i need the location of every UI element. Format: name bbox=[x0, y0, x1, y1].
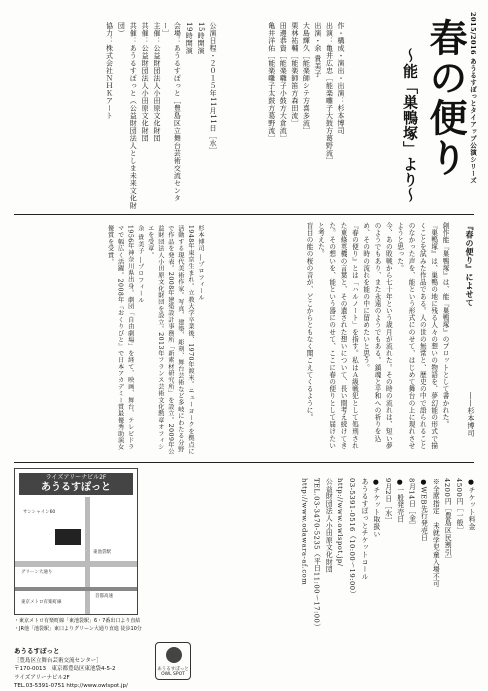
access-map bbox=[14, 468, 138, 615]
credit-line: 亀井洋佑［能楽囃子太鼓方葛野流］ bbox=[267, 22, 276, 142]
ticket-note: ※全席指定 未就学児童入場不可 bbox=[431, 478, 440, 588]
event-time: 15時開演 bbox=[197, 22, 206, 55]
co-host: 共催：公益財団法人小田原文化財団 bbox=[141, 22, 150, 142]
credits bbox=[265, 22, 346, 207]
credit-line: 作・構成・演出・出演：杉本博司 bbox=[337, 22, 345, 135]
logo-sub: OWL SPOT bbox=[161, 672, 185, 678]
access-line: ・JR他「池袋駅」東口よりグリーン大通り直進 徒歩10分 bbox=[14, 625, 142, 632]
intro-body bbox=[210, 222, 450, 454]
credit-line: 大島輝久［能楽師シテ方喜多流］ bbox=[302, 22, 311, 135]
ticket-heading: ●チケット料金 bbox=[467, 478, 475, 531]
map-label: 東京メトロ有楽町線 bbox=[21, 600, 62, 605]
host: 主催：公益財団法人小田原文化財団 bbox=[153, 22, 161, 142]
profile-name: 杉本博司 ―プロフィール bbox=[197, 225, 204, 302]
profile-bio: 1948年東京生まれ。立教大学卒業後、1970年渡米。ニューヨークを拠点に活動する現代美術作家。写真、建築、彫刻、舞台芸術など多岐にわたる分野で作品を発表。2008年建築設計事務所「新素材研究所」を設立。2009年公益財団法人小田原文化財団を設立。2013年フランス芸術文化勲章オフィシエを受章。 bbox=[146, 225, 194, 455]
profile-name: 余 貴美子 ―プロフィール bbox=[136, 225, 144, 304]
intro-paragraph: 『巣鴨塚』は、巣鴨の地に残る人々の想いの物語を、夢幻能の形式で描くことを試みた作品である。人の世の無常と、歴史の中で語られることのなかった声を、能という形式にのせて、はじめて舞台の上に現れさせようと思った。 bbox=[395, 222, 438, 450]
contact-name: あうるすぽっとチケットコール bbox=[359, 478, 368, 581]
contact-heading: ●チケット取扱い bbox=[371, 478, 380, 538]
page-title: 春の便り bbox=[423, 18, 468, 178]
profiles bbox=[55, 225, 205, 457]
credit-line: 出演・余 貴美子 bbox=[313, 22, 322, 78]
venue-building: ライズアリーナビル2F bbox=[14, 674, 70, 681]
owl-icon bbox=[166, 647, 182, 663]
odawara-web-link[interactable]: http://www.odawara-af.com bbox=[300, 478, 309, 586]
venue-name: あうるすぽっと bbox=[14, 647, 60, 655]
venue-address: 〒170-0013 東京都豊島区東池袋4-5-2 bbox=[14, 666, 116, 673]
divider bbox=[14, 462, 474, 463]
map-label: 東池袋駅 bbox=[93, 550, 111, 555]
credit-line: 栗林祐輔［能楽師笛方森田流］ bbox=[290, 22, 299, 127]
event-date: 公演日程・２０１５年11月11日［水］ bbox=[209, 22, 217, 155]
venue-contact bbox=[14, 646, 149, 691]
map-road bbox=[15, 561, 137, 567]
general-sale-heading: ●一般発売日 bbox=[395, 478, 404, 523]
map-label: 首都高速 bbox=[95, 594, 113, 599]
event-time: 19時開演 bbox=[185, 22, 194, 55]
intro-paragraph: 『春の便り』とは「ハルノート」を指す。私はＡ級戦犯として処刑された東條英機の言葉と、その遺された想いについて、長い間考え続けてきた。その想いを、能という器にのせて、ここに春の便りとして届けたいと考えた。 bbox=[316, 222, 359, 450]
map-label: グリーン大通り bbox=[21, 570, 53, 575]
map-banner-big: あうるすぽっと bbox=[41, 482, 111, 493]
venue-sub: ［豊島区立舞台芸術交流センター］ bbox=[14, 657, 102, 664]
odawara-tel: TEL.03-3470-5235（平日11:00〜17:00） bbox=[312, 478, 321, 631]
organizer-info bbox=[103, 22, 162, 212]
series-label: 2015/2016 あうるすぽっとタイアップ公演シリーズ bbox=[469, 12, 477, 184]
logo-text: あうるすぽっと bbox=[157, 667, 189, 672]
general-sale-date: 9月2日［水］ bbox=[383, 478, 392, 525]
map-banner bbox=[19, 473, 133, 495]
profile-bio: 1956年神奈川県出身。劇団「自由劇場」を経て、映画、舞台、テレビドラマで幅広く活躍。2008年『おくりびと』で日本アカデミー賞最優秀助演女優賞を受賞。 bbox=[106, 225, 134, 451]
contact-phone: 03-5391-0516（10:00〜19:00） bbox=[348, 478, 357, 598]
venue-marker bbox=[55, 529, 81, 545]
intro-paragraph: 創作能『巣鴨塚』は、能『巣鴨塚』のプロットとして書かれた。 bbox=[441, 222, 449, 428]
event-info bbox=[159, 22, 218, 212]
ticket-price: 4500円［一般］ bbox=[455, 478, 464, 534]
ticket-price: 4200円［豊島区民割引］ bbox=[443, 478, 452, 563]
intro-author: ――杉本博司 bbox=[467, 392, 475, 437]
co-host-2: 共催：あうるすぽっと（公益財団法人としま未来文化財団） bbox=[117, 22, 138, 210]
map-road bbox=[15, 587, 137, 591]
ticket-info bbox=[146, 478, 476, 683]
access-notes bbox=[14, 618, 142, 633]
release-heading: ●WEB先行発売日 bbox=[419, 478, 428, 542]
event-venue: 会場：あうるすぽっと［豊島区立舞台芸術交流センター］ bbox=[161, 22, 182, 202]
contact-web-link[interactable]: http://www.owlspot.jp/ bbox=[336, 478, 345, 567]
venue-tel: TEL.03-5391-0751 bbox=[14, 683, 65, 690]
venue-web-link[interactable]: http://www.owlspot.jp/ bbox=[66, 683, 128, 690]
map-banner-small: ライズアリーナビル2F bbox=[45, 474, 107, 481]
divider bbox=[14, 214, 474, 215]
credit-line: 出演：亀井広忠［能楽囃子大鼓方葛野流］ bbox=[325, 22, 334, 165]
odawara-label: 公益財団法人小田原文化財団 bbox=[324, 478, 333, 573]
map-label: サンシャイン60 bbox=[23, 510, 56, 515]
intro-paragraph: 今、あの敗戦から七十年という歳月が流れた。その時の流れは、短い夢のようでもあり、また永遠のようでもある。鎮魂と平和への祈りを込め、その時の流れを能の中に留めたいと思う。 bbox=[361, 222, 393, 450]
credit-line: 田邊恭資［能楽囃子小鼓方大倉流］ bbox=[279, 22, 288, 142]
intro-paragraph: 盲目の能の桜の音が、どこからともなく聞こえてくるように。 bbox=[305, 222, 314, 421]
release-date: 8月14日［金］ bbox=[407, 478, 416, 529]
map-road bbox=[85, 497, 90, 614]
access-line: ・東京メトロ有楽町線「東池袋駅」6・7番出口より直結 bbox=[14, 618, 141, 624]
owlspot-logo bbox=[155, 642, 191, 680]
page-subtitle: ～能「巣鴨塚」より～ bbox=[401, 48, 419, 203]
support: 協力：株式会社ＮＨＫアート bbox=[105, 22, 114, 120]
intro-heading: 『春の便り』によせて bbox=[465, 222, 475, 307]
